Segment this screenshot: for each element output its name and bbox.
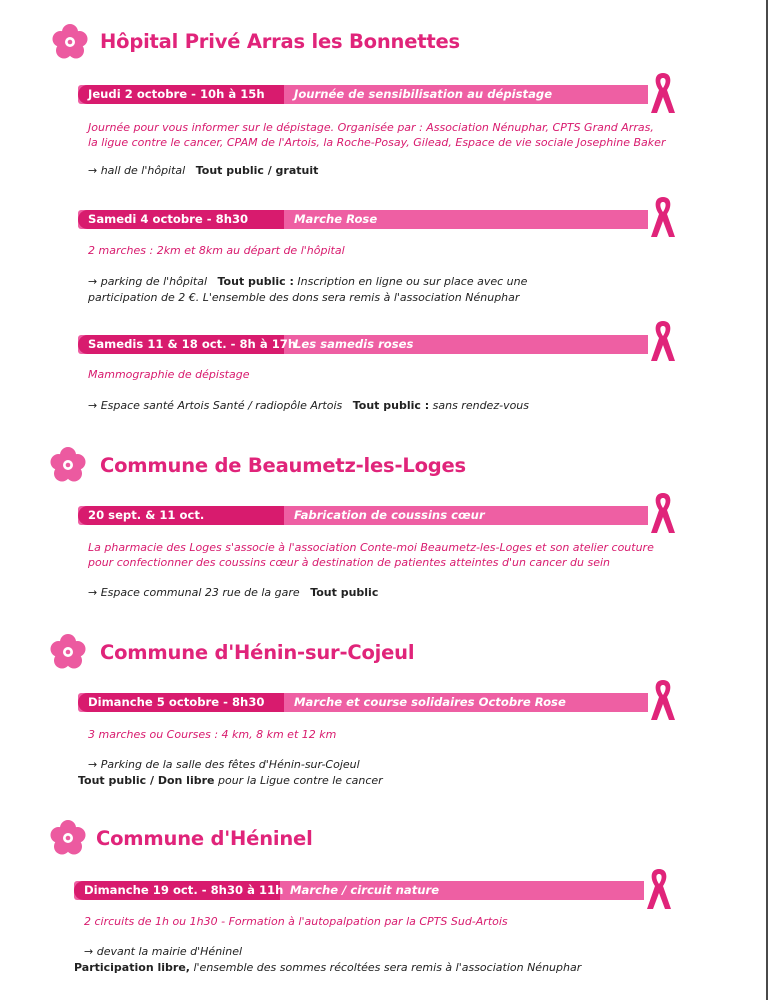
event-info xyxy=(88,274,527,290)
event-info xyxy=(88,163,318,179)
event-description: pour confectionner des coussins cœur à destination de patientes atteintes d'un cancer du sein xyxy=(88,556,611,569)
event-info xyxy=(88,757,360,773)
event-extra: pour la Ligue contre le cancer xyxy=(218,774,383,787)
event-name: Fabrication de coussins cœur xyxy=(294,508,485,522)
event-info xyxy=(88,585,378,601)
pink-ribbon-icon xyxy=(648,318,678,364)
event-name: Marche et course solidaires Octobre Rose xyxy=(294,695,566,709)
event-public: Tout public / gratuit xyxy=(195,164,319,177)
scan-page-edge xyxy=(766,0,768,1000)
event-date: Samedis 11 & 18 oct. - 8h à 17h xyxy=(78,335,284,354)
event-description: 2 marches : 2km et 8km au départ de l'hôpital xyxy=(88,244,345,257)
event-description: la ligue contre le cancer, CPAM de l'Artois, la Roche-Posay, Gilead, Espace de vie sociale Josephine Baker xyxy=(88,136,666,149)
event-location: → Parking de la salle des fêtes d'Hénin-sur-Cojeul xyxy=(88,758,360,771)
pink-ribbon-icon xyxy=(644,866,674,912)
flower-icon xyxy=(48,445,88,485)
section-title-beaumetz: Commune de Beaumetz-les-Loges xyxy=(100,454,466,477)
event-public: Tout public / Don libre xyxy=(78,774,215,787)
event-public: Tout public : xyxy=(352,399,430,412)
event-info xyxy=(84,944,242,960)
event-location: → devant la mairie d'Héninel xyxy=(84,945,243,958)
section-title-heninel: Commune d'Héninel xyxy=(96,827,313,850)
event-extra: sans rendez-vous xyxy=(432,399,530,412)
event-info xyxy=(88,398,529,414)
event-name: Les samedis roses xyxy=(294,337,414,351)
event-extra: Inscription en ligne ou sur place avec une xyxy=(297,275,528,288)
flower-icon xyxy=(50,22,90,62)
event-date: Dimanche 5 octobre - 8h30 xyxy=(78,693,284,712)
event-band xyxy=(78,335,648,354)
event-date: Samedi 4 octobre - 8h30 xyxy=(78,210,284,229)
event-location: → Espace communal 23 rue de la gare xyxy=(88,586,300,599)
pink-ribbon-icon xyxy=(648,677,678,723)
event-description: 3 marches ou Courses : 4 km, 8 km et 12 km xyxy=(88,728,337,741)
section-title-henin: Commune d'Hénin-sur-Cojeul xyxy=(100,641,415,664)
event-public: Tout public : xyxy=(217,275,294,288)
event-extra: participation de 2 €. L'ensemble des dons sera remis à l'association Nénuphar xyxy=(88,291,520,304)
event-description: La pharmacie des Loges s'associe à l'association Conte-moi Beaumetz-les-Loges et son atelier couture xyxy=(88,541,654,554)
pink-ribbon-icon xyxy=(648,194,678,240)
event-description: Journée pour vous informer sur le dépistage. Organisée par : Association Nénuphar, CPTS Grand Arras, xyxy=(88,121,654,134)
event-info-line2 xyxy=(78,773,383,789)
event-name: Marche Rose xyxy=(294,212,378,226)
event-location: → parking de l'hôpital xyxy=(88,275,208,288)
pink-ribbon-icon xyxy=(648,70,678,116)
event-date: Dimanche 19 oct. - 8h30 à 11h xyxy=(74,881,280,900)
event-public: Participation libre, xyxy=(74,961,190,974)
event-name: Marche / circuit nature xyxy=(290,883,440,897)
section-title-hopital: Hôpital Privé Arras les Bonnettes xyxy=(100,30,460,53)
event-band xyxy=(78,693,648,712)
event-public: Tout public xyxy=(310,586,379,599)
event-description: 2 circuits de 1h ou 1h30 - Formation à l'autopalpation par la CPTS Sud-Artois xyxy=(84,915,508,928)
pink-ribbon-icon xyxy=(648,490,678,536)
event-extra: l'ensemble des sommes récoltées sera remis à l'association Nénuphar xyxy=(193,961,582,974)
event-location: → hall de l'hôpital xyxy=(88,164,186,177)
event-info-line2 xyxy=(74,960,581,976)
flower-icon xyxy=(48,632,88,672)
event-band xyxy=(74,881,644,900)
flower-icon xyxy=(48,818,88,858)
event-band xyxy=(78,210,648,229)
event-date: 20 sept. & 11 oct. xyxy=(78,506,284,525)
event-location: → Espace santé Artois Santé / radiopôle Artois xyxy=(88,399,343,412)
event-band xyxy=(78,85,648,104)
event-band xyxy=(78,506,648,525)
event-name: Journée de sensibilisation au dépistage xyxy=(294,87,553,101)
event-info-line2 xyxy=(88,290,519,306)
event-date: Jeudi 2 octobre - 10h à 15h xyxy=(78,85,284,104)
event-description: Mammographie de dépistage xyxy=(88,368,250,381)
